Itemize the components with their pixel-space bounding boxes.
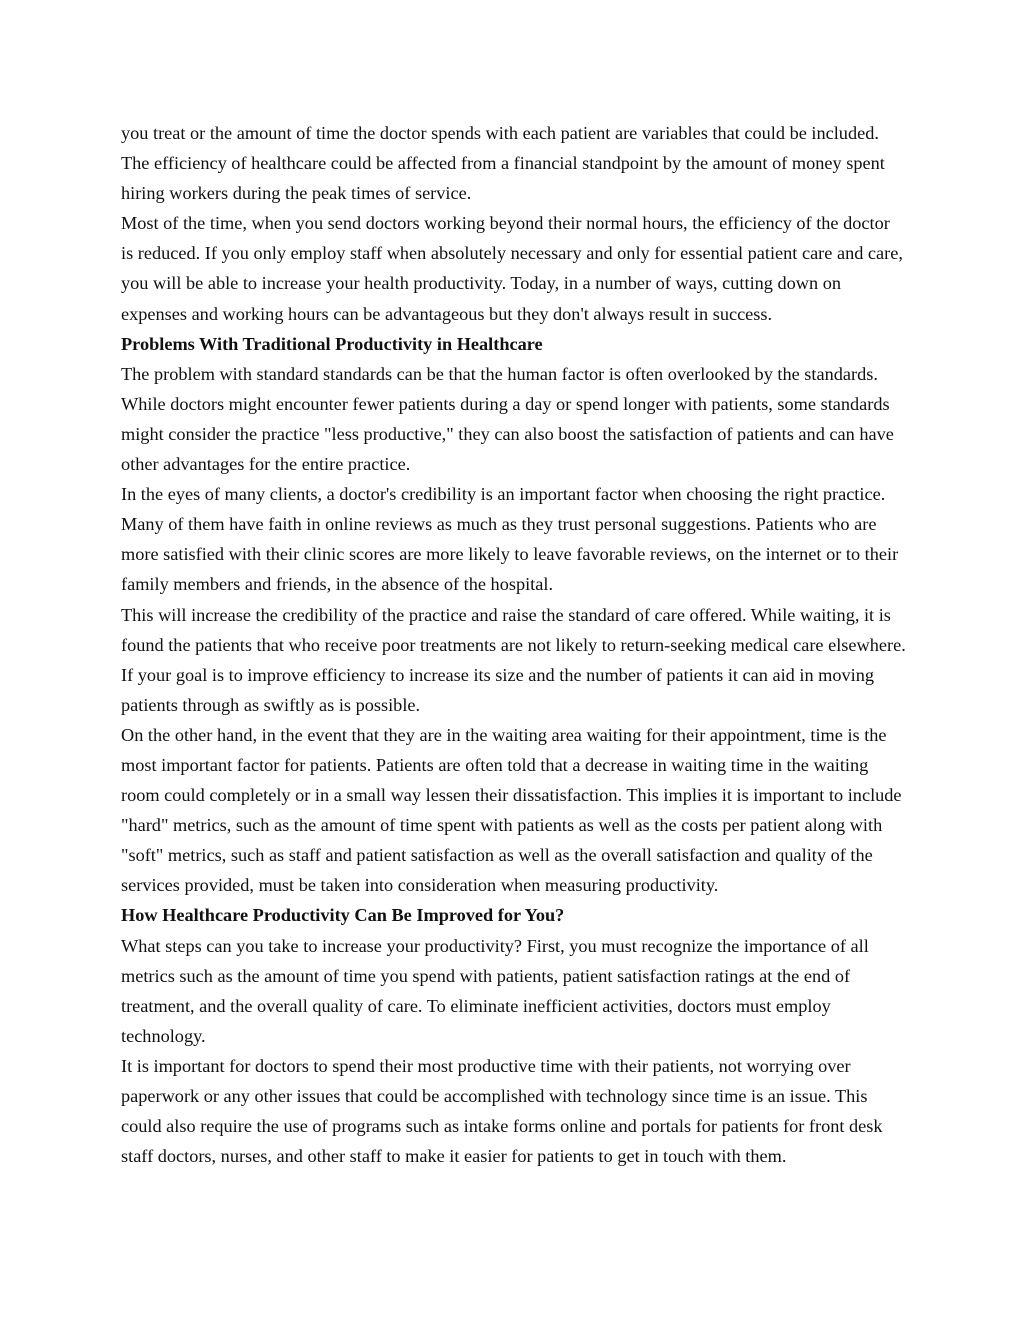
paragraph-waiting-time: On the other hand, in the event that they are in the waiting area waiting for their appointment, time is the most important factor for patients. Patients are often told that a decrease in waiting time in the waiting room could completely or in a small way lessen their dissatisfaction. This implies it is important to include "hard" metrics, such as the amount of time spent with patients as well as the costs per patient along with "soft" metrics, such as staff and patient satisfaction as well as the overall satisfaction and quality of the services provided, must be taken into consideration when measuring productivity.: [121, 724, 902, 896]
heading-traditional-productivity-problems: Problems With Traditional Productivity in Healthcare: [121, 333, 543, 354]
paragraph-human-factor: The problem with standard standards can be that the human factor is often overlooked by the standards. While doctors might encounter fewer patients during a day or spend longer with patients, some standards might consider the practice "less productive," they can also boost the satisfaction of patients and can have other advantages for the entire practice.: [121, 363, 894, 475]
paragraph-steps-to-increase: What steps can you take to increase your productivity? First, you must recognize the importance of all metrics such as the amount of time you spend with patients, patient satisfaction ratings at the end of treatment, and the overall quality of care. To eliminate inefficient activities, doctors must employ technology.: [121, 935, 869, 1046]
document-body: [121, 118, 906, 1171]
paragraph-working-hours: Most of the time, when you send doctors working beyond their normal hours, the efficiency of the doctor is reduced. If you only employ staff when absolutely necessary and only for essential patient care and care, you will be able to increase your health productivity. Today, in a number of ways, cutting down on expenses and working hours can be advantageous but they don't always result in success.: [121, 213, 903, 324]
paragraph-standard-of-care: This will increase the credibility of the practice and raise the standard of care offered. While waiting, it is found the patients that who receive poor treatments are not likely to return-seeking medical care elsewhere. If your goal is to improve efficiency to increase its size and the number of patients it can aid in moving patients through as swiftly as is possible.: [121, 604, 906, 715]
paragraph-efficiency-variables: you treat or the amount of time the doctor spends with each patient are variables that could be included. The efficiency of healthcare could be affected from a financial standpoint by the amount of money spent hiring workers during the peak times of service.: [121, 123, 885, 204]
paragraph-credibility: In the eyes of many clients, a doctor's credibility is an important factor when choosing the right practice. Many of them have faith in online reviews as much as they trust personal suggestions. Patients who are more satisfied with their clinic scores are more likely to leave favorable reviews, on the internet or to their family members and friends, in the absence of the hospital.: [121, 484, 899, 595]
paragraph-technology-use: It is important for doctors to spend their most productive time with their patients, not worrying over paperwork or any other issues that could be accomplished with technology since time is an issue. This could also require the use of programs such as intake forms online and portals for patients for front desk staff doctors, nurses, and other staff to make it easier for patients to get in touch with them.: [121, 1055, 883, 1167]
heading-improve-productivity: How Healthcare Productivity Can Be Improved for You?: [121, 905, 565, 926]
